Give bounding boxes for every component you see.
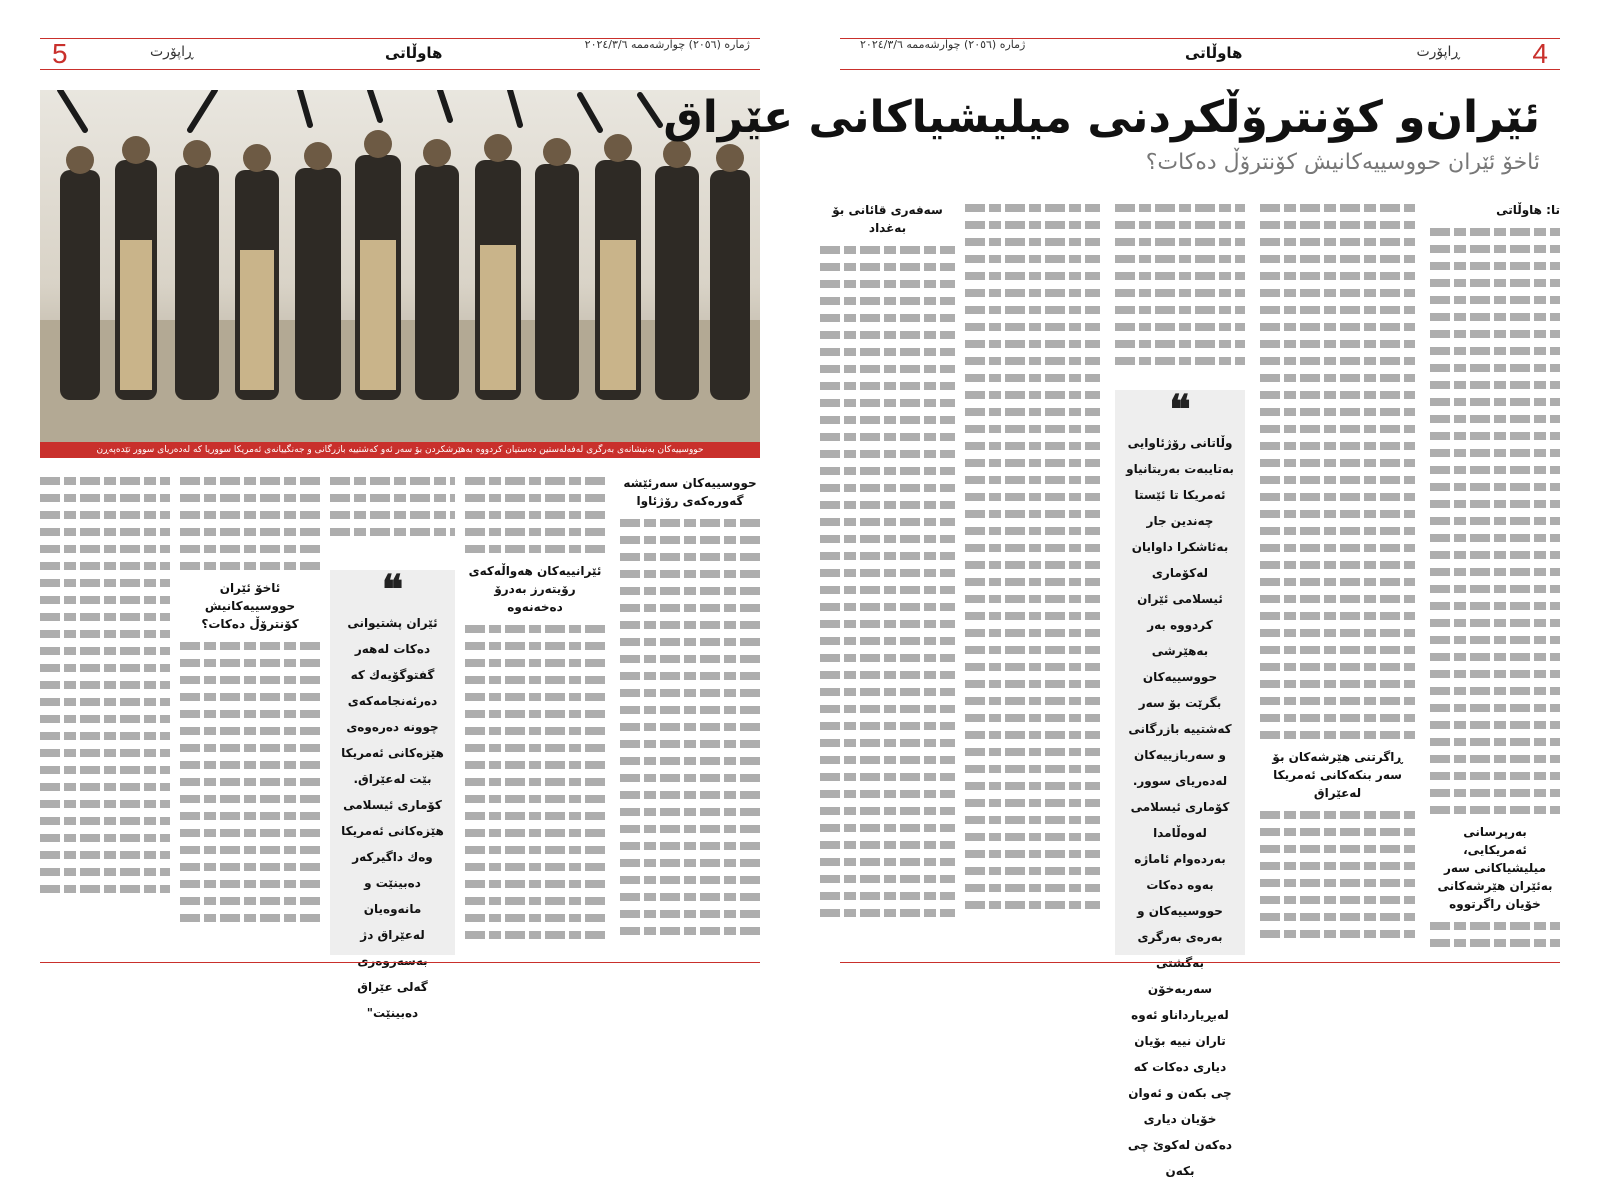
page-number: 5 bbox=[52, 38, 68, 69]
page-header bbox=[840, 38, 1560, 70]
column-2 bbox=[465, 468, 605, 948]
body-text bbox=[1260, 811, 1415, 938]
column-subheading: سه‌فه‌ری قائانی بۆ به‌غداد bbox=[832, 203, 943, 235]
page-footer-rule bbox=[840, 962, 1560, 963]
brand-logo: هاوڵاتی bbox=[1185, 44, 1243, 62]
column-a bbox=[1430, 195, 1560, 955]
body-text bbox=[1430, 922, 1560, 955]
column-1 bbox=[620, 468, 760, 948]
pull-quote bbox=[330, 566, 455, 1020]
column-subheading: ئاخۆ ئێران حووسییه‌كانیش كۆنترۆڵ ده‌كات؟ bbox=[201, 581, 299, 631]
photo-caption: حووسییه‌كان به‌نیشانه‌ی به‌رگری له‌فه‌له‌ستین دەستیان کردووه به‌هێرشکردن بۆ سه‌ر ئه‌و كه‌شتییه‌ بازرگانی و جه‌نگییانه‌ی ئه‌مریكا سووریا كه‌ له‌ده‌ریای سوور تێده‌پەڕن bbox=[40, 442, 760, 458]
body-text bbox=[1115, 204, 1245, 365]
page-footer-rule bbox=[40, 962, 760, 963]
byline: تا: هاوڵاتی bbox=[1496, 203, 1560, 217]
section-label: ڕاپۆرت bbox=[150, 44, 194, 60]
headline: ئێران‌و كۆنترۆڵكردنی میلیشیاكانی عێراق bbox=[663, 92, 1540, 143]
subheadline: ئاخۆ ئێران حووسییه‌كانیش كۆنترۆڵ ده‌كات؟ bbox=[1145, 150, 1540, 175]
column-c-top bbox=[1115, 195, 1245, 385]
body-text bbox=[180, 477, 320, 570]
page-number: 4 bbox=[1532, 38, 1548, 69]
column-subheading: ڕاگرتنی هێرشه‌كان بۆ سه‌ر بنكه‌كانی ئه‌مریكا له‌عێراق bbox=[1272, 750, 1403, 800]
body-text bbox=[1260, 204, 1415, 739]
quote-mark-icon: ❝ bbox=[381, 566, 404, 613]
news-photo bbox=[40, 90, 760, 442]
body-text bbox=[465, 625, 605, 939]
brand-logo: هاوڵاتی bbox=[385, 44, 443, 62]
column-subheading: ئێرانییه‌كان هه‌واڵه‌كه‌ی رۆیته‌رز به‌درۆ ده‌خه‌نه‌وه‌ bbox=[468, 564, 602, 614]
quote-text: ئێران پشتیوانی ده‌كات له‌هه‌ر گفتوگۆیه‌ك كه‌ ده‌رئه‌نجامه‌كه‌ی چوونه‌ ده‌ره‌وه‌ی هێزه‌كانی ئه‌مریكا بێت له‌عێراق. كۆماری ئیسلامی هێزه‌كانی ئه‌مریكا وه‌ك داگیركه‌ر ده‌بینێت و مانه‌وه‌یان له‌عێراق دژ به‌سه‌روه‌ری گه‌لی عێراق ده‌بینێت" bbox=[341, 616, 444, 1020]
pull-quote bbox=[1115, 386, 1245, 1178]
body-text bbox=[1430, 228, 1560, 814]
section-label: ڕاپۆرت bbox=[1416, 44, 1460, 60]
body-text bbox=[620, 519, 760, 935]
column-3-top bbox=[330, 468, 455, 568]
column-e bbox=[820, 195, 955, 955]
armed-men-photo-illustration bbox=[40, 90, 760, 442]
column-d bbox=[965, 195, 1100, 955]
page-header bbox=[40, 38, 760, 70]
column-b bbox=[1260, 195, 1415, 955]
body-text bbox=[180, 642, 320, 922]
column-4 bbox=[180, 468, 320, 948]
body-text bbox=[330, 477, 455, 536]
column-heading: حووسییه‌كان سه‌رئێشه‌ گه‌وره‌كه‌ی رۆژئاوا bbox=[623, 476, 757, 508]
body-text bbox=[40, 477, 170, 893]
column-subheading: به‌رپرسانی ئه‌مریكایی، میلیشیاكانی سه‌ر به‌ئێران هێرشه‌كانی خۆیان راگرتووه‌ bbox=[1437, 825, 1553, 911]
body-text bbox=[820, 246, 955, 917]
body-text bbox=[465, 477, 605, 553]
quote-text: وڵاتانی رۆژئاوایی به‌تایبه‌ت به‌ریتانیاو ئه‌مریكا تا ئێستا چه‌ندین جار به‌ئاشكرا داوایان له‌كۆماری ئیسلامی ئێران كردووه‌ به‌ر به‌هێرشی حووسییه‌كان بگرێت بۆ سه‌ر كه‌شتییه‌ بازرگانی و سه‌ربازییه‌كان له‌ده‌ریای سوور. كۆماری ئیسلامی له‌وه‌ڵامدا به‌رده‌وام ئاماژه‌ به‌وه‌ ده‌كات حووسییه‌كان و به‌ره‌ی به‌رگری به‌گشتی سه‌ربه‌خۆن له‌بڕیارداناو ئه‌وه‌ تاران نییه‌ بۆیان دیاری ده‌كات كه‌ چی بكه‌ن و ئه‌وان خۆیان دیاری ده‌كه‌ن له‌كوێ چی بكه‌ن bbox=[1126, 436, 1234, 1178]
issue-info: ژماره (٢٠٥٦) چوارشه‌ممه‌ ٢٠٢٤/٣/٦ bbox=[860, 38, 1026, 51]
body-text bbox=[965, 204, 1100, 909]
page-5 bbox=[0, 0, 801, 1020]
column-5 bbox=[40, 468, 170, 948]
quote-mark-icon: ❝ bbox=[1169, 386, 1191, 433]
issue-info: ژماره (٢٠٥٦) چوارشه‌ممه‌ ٢٠٢٤/٣/٦ bbox=[584, 38, 750, 51]
